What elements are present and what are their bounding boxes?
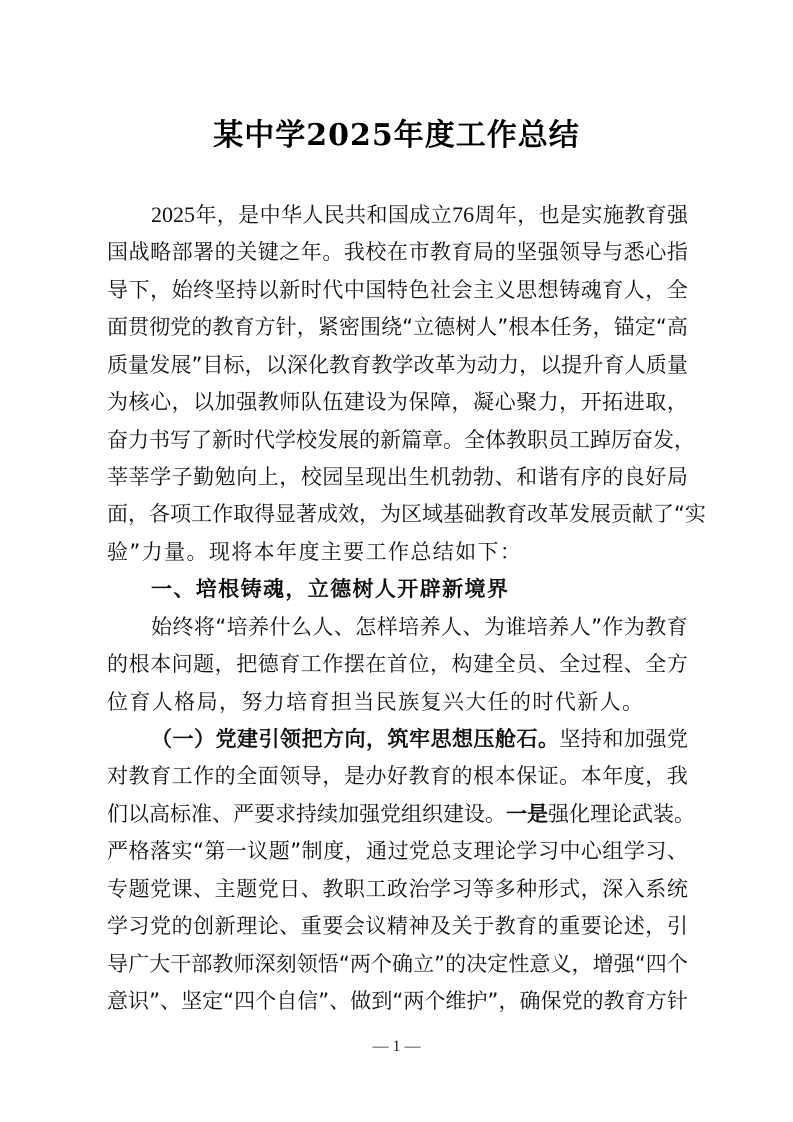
body-line: 面 贯 彻 党 的 教 育 方 针 ， 紧 密 围 绕 “ 立 德 树 人 ” 根 本 任 务 ， 锚 定 “ 高: [107, 315, 688, 340]
body-line: 面 ， 各 项 工 作 取 得 显 著 成 效 ， 为 区 域 基 础 教 育 改 革 发 展 贡 献 了 “ 实: [107, 502, 706, 527]
body-line: 质 量 发 展 ” 目 标 ， 以 深 化 教 育 教 学 改 革 为 动 力 ， 以 提 升 育 人 质 量: [107, 352, 688, 377]
body-line: 验 ” 力 量 。 现 将 本 年 度 主 要 工 作 总 结 如 下 ：: [107, 539, 521, 564]
section-heading: 一 、 培 根 铸 魂 ， 立 德 树 人 开 辟 新 境 界: [151, 577, 508, 602]
body-line: 们 以 高 标 准 、 严 要 求 持 续 加 强 党 组 织 建 设 。 一 是 强 化 理 论 武 装 。: [107, 801, 695, 826]
body-line: 位 育 人 格 局 ， 努 力 培 育 担 当 民 族 复 兴 大 任 的 时 代 新 人 。: [107, 689, 643, 714]
body-line: 学 习 党 的 创 新 理 论 、 重 要 会 议 精 神 及 关 于 教 育 的 重 要 论 述 ， 引: [107, 914, 688, 939]
body-line: 2025 年 ， 是 中 华 人 民 共 和 国 成 立 76 周 年 ， 也 是 实 施 教 育 强: [151, 202, 688, 227]
body-line: 专 题 党 课 、 主 题 党 日 、 教 职 工 政 治 学 习 等 多 种 形 式 ， 深 入 系 统: [107, 876, 688, 901]
body-line: 导 下 ， 始 终 坚 持 以 新 时 代 中 国 特 色 社 会 主 义 思 想 铸 魂 育 人 ， 全: [107, 277, 688, 302]
body-line: （ 一 ） 党 建 引 领 把 方 向 ， 筑 牢 思 想 压 舱 石 。 坚 持 和 加 强 党: [151, 727, 688, 752]
page-number: — 1 —: [372, 1038, 421, 1055]
body-line: 为 核 心 ， 以 加 强 教 师 队 伍 建 设 为 保 障 ， 凝 心 聚 力 ， 开 拓 进 取 ，: [107, 390, 688, 415]
document-title: 某中学2025年度工作总结: [213, 118, 580, 153]
body-line: 奋 力 书 写 了 新 时 代 学 校 发 展 的 新 篇 章 。 全 体 教 职 员 工 踔 厉 奋 发 ，: [107, 427, 695, 452]
body-line: 国 战 略 部 署 的 关 键 之 年 。 我 校 在 市 教 育 局 的 坚 强 领 导 与 悉 心 指: [107, 240, 688, 265]
body-line: 的 根 本 问 题 ， 把 德 育 工 作 摆 在 首 位 ， 构 建 全 员 、 全 过 程 、 全 方: [107, 652, 688, 677]
body-line: 导 广 大 干 部 教 师 深 刻 领 悟 “ 两 个 确 立 ” 的 决 定 性 意 义 ， 增 强 “ 四 个: [107, 951, 688, 976]
body-line: 意 识 ” 、 坚 定 “ 四 个 自 信 ” 、 做 到 “ 两 个 维 护 ” ， 确 保 党 的 教 育 方 针: [107, 989, 688, 1014]
body-line: 莘 莘 学 子 勤 勉 向 上 ， 校 园 呈 现 出 生 机 勃 勃 、 和 谐 有 序 的 良 好 局: [107, 465, 688, 489]
body-line: 对 教 育 工 作 的 全 面 领 导 ， 是 办 好 教 育 的 根 本 保 证 。 本 年 度 ， 我: [107, 764, 688, 789]
body-line: 严 格 落 实 “ 第 一 议 题 ” 制 度 ， 通 过 党 总 支 理 论 学 习 中 心 组 学 习 、: [107, 839, 688, 864]
body-line: 始 终 将 “ 培 养 什 么 人 、 怎 样 培 养 人 、 为 谁 培 养 人 ” 作 为 教 育: [151, 614, 688, 639]
